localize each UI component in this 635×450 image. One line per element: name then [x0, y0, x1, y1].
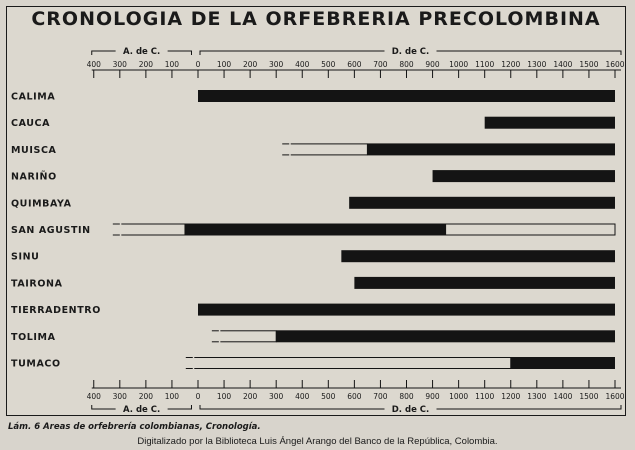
top-era-ad-label: D. de C.	[391, 47, 430, 57]
bottom-tick-label: 900	[425, 392, 440, 401]
bottom-tick-label: 1100	[475, 392, 495, 401]
bar-solid	[485, 117, 615, 129]
category-label: MUISCA	[11, 144, 57, 156]
uncertain-start-gap	[288, 143, 291, 156]
uncertain-start-gap	[119, 223, 122, 236]
bar-solid	[276, 330, 615, 342]
bar-solid	[185, 224, 446, 236]
top-tick-label: 1200	[501, 60, 521, 69]
bottom-tick-label: 400	[86, 392, 101, 401]
bar-solid	[198, 304, 615, 316]
bar-solid	[354, 277, 615, 289]
bottom-era-ad-label: D. de C.	[391, 405, 430, 415]
bar-solid	[433, 170, 615, 182]
figure-caption: Lám. 6 Areas de orfebrería colombianas, Cronología.	[8, 422, 261, 432]
top-tick-label: 700	[373, 60, 388, 69]
top-tick-label: 300	[269, 60, 284, 69]
top-tick-label: 300	[112, 60, 127, 69]
bottom-tick-label: 100	[216, 392, 232, 401]
top-tick-label: 800	[399, 60, 414, 69]
bottom-tick-label: 1000	[449, 392, 469, 401]
top-era-bc-label: A. de C.	[123, 47, 161, 57]
bottom-tick-label: 600	[347, 392, 362, 401]
top-tick-label: 0	[195, 60, 201, 69]
top-tick-label: 1400	[553, 60, 573, 69]
bar-outline	[289, 144, 367, 155]
top-tick-label: 1300	[527, 60, 547, 69]
bar-outline	[219, 331, 276, 342]
top-tick-label: 1000	[449, 60, 469, 69]
top-tick-label: 400	[295, 60, 310, 69]
category-label: SAN AGUSTIN	[11, 225, 91, 236]
digitization-credit: Digitalizado por la Biblioteca Luis Ángel Arango del Banco de la República, Colombia.	[137, 436, 498, 447]
bar-outline	[446, 224, 615, 235]
bar-outline	[193, 358, 511, 369]
top-tick-label: 1100	[475, 60, 495, 69]
category-label: TIERRADENTRO	[11, 305, 101, 317]
category-label: QUIMBAYA	[11, 198, 72, 210]
bottom-tick-label: 800	[399, 392, 414, 401]
top-tick-label: 900	[425, 60, 440, 69]
bottom-tick-label: 200	[242, 392, 258, 401]
chart-title: CRONOLOGIA DE LA ORFEBRERIA PRECOLOMBINA	[31, 8, 601, 30]
bottom-tick-label: 1400	[553, 392, 573, 401]
bottom-tick-label: 300	[269, 392, 284, 401]
uncertain-start-gap	[192, 357, 195, 370]
bottom-tick-label: 500	[321, 392, 336, 401]
bottom-tick-label: 1500	[579, 392, 599, 401]
bar-solid	[341, 250, 615, 262]
top-tick-label: 200	[138, 60, 154, 69]
top-tick-label: 400	[86, 60, 101, 69]
top-tick-label: 1500	[579, 60, 599, 69]
bottom-tick-label: 400	[295, 392, 310, 401]
top-tick-label: 100	[164, 60, 180, 69]
bar-solid	[349, 197, 615, 209]
top-tick-label: 1600	[605, 60, 625, 69]
top-tick-label: 100	[216, 60, 232, 69]
category-label: TOLIMA	[11, 331, 56, 343]
bar-solid	[198, 90, 615, 102]
bottom-tick-label: 200	[138, 392, 154, 401]
category-label: CAUCA	[11, 118, 51, 130]
bottom-tick-label: 0	[195, 392, 201, 401]
category-label: CALIMA	[11, 91, 56, 103]
bar-outline	[120, 224, 185, 235]
top-tick-label: 600	[347, 60, 362, 69]
bar-solid	[367, 143, 615, 155]
bottom-tick-label: 100	[164, 392, 180, 401]
top-tick-label: 500	[321, 60, 336, 69]
bottom-era-bc-label: A. de C.	[123, 405, 161, 415]
category-label: TUMACO	[11, 358, 61, 370]
top-tick-label: 200	[242, 60, 258, 69]
bottom-tick-label: 300	[112, 392, 127, 401]
bottom-tick-label: 700	[373, 392, 388, 401]
category-label: TAIRONA	[11, 278, 63, 290]
uncertain-start-gap	[218, 330, 221, 343]
bottom-tick-label: 1200	[501, 392, 521, 401]
category-label: SINU	[11, 251, 40, 263]
category-label: NARIÑO	[11, 171, 57, 183]
bottom-tick-label: 1300	[527, 392, 547, 401]
bar-solid	[511, 357, 615, 369]
bottom-tick-label: 1600	[605, 392, 625, 401]
